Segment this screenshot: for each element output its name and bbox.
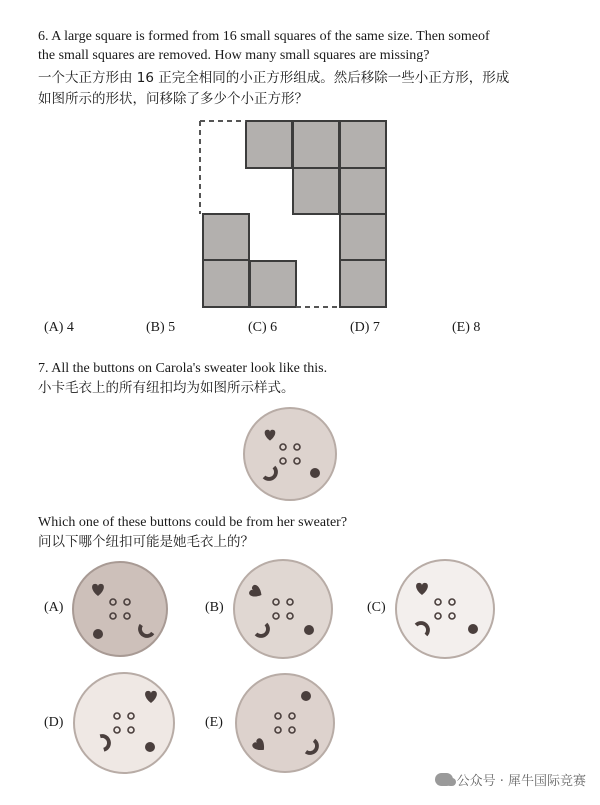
button-e [236, 674, 334, 772]
q7-text-en-1: 7. All the buttons on Carola's sweater look like this. [38, 361, 328, 376]
button-d [74, 673, 174, 773]
reference-button [244, 408, 336, 500]
button-c [396, 560, 494, 658]
q6-option-a: (A) 4 [44, 320, 74, 335]
q7-option-b: (B) [205, 600, 224, 615]
watermark-text: 公众号 · 犀牛国际竞赛 [456, 774, 586, 789]
q6-option-c: (C) 6 [248, 320, 278, 335]
q7-text-en-2: Which one of these buttons could be from her sweater? [38, 515, 348, 530]
q6-text-en-1: 6. A large square is formed from 16 small squares of the same size. Then someof [38, 29, 490, 44]
button-a [73, 562, 167, 656]
q7-option-e: (E) [205, 715, 223, 730]
q7-option-d: (D) [44, 715, 64, 730]
q7-option-c: (C) [367, 600, 386, 615]
q6-option-e: (E) 8 [452, 320, 481, 335]
q7-text-cn-1: 小卡毛衣上的所有纽扣均为如图所示样式。 [38, 380, 295, 396]
q6-text-en-2: the small squares are removed. How many small squares are missing? [38, 48, 430, 63]
wechat-icon [435, 773, 453, 786]
watermark [435, 770, 586, 789]
q7-option-a: (A) [44, 600, 64, 615]
q6-option-d: (D) 7 [350, 320, 380, 335]
q7-text-cn-2: 问以下哪个纽扣可能是她毛衣上的？ [38, 534, 254, 550]
q6-text-cn-1: 一个大正方形由 16 正完全相同的小正方形组成。然后移除一些小正方形，形成 [38, 70, 510, 86]
button-b [234, 560, 332, 658]
q6-text-cn-2: 如图所示的形状，问移除了多少个小正方形？ [38, 91, 308, 107]
q6-option-b: (B) 5 [146, 320, 176, 335]
